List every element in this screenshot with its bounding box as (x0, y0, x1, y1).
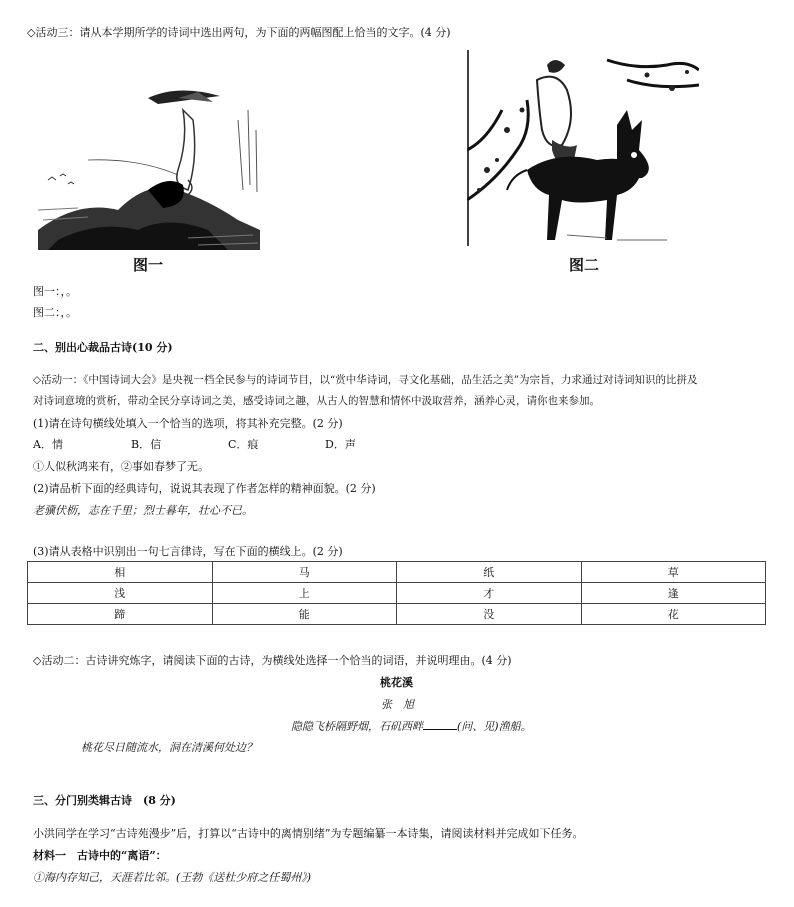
table-cell: 才 (397, 583, 582, 604)
option-c: C．痕 (228, 438, 259, 451)
poem-author: 张 旭 (381, 698, 414, 711)
table-cell: 逢 (581, 583, 766, 604)
table-cell: 蹄 (28, 604, 213, 625)
figure-two-image (467, 50, 699, 246)
figure-one-answer: 图一：，。 (33, 285, 77, 298)
poem-title: 桃花溪 (380, 676, 413, 689)
table-cell: 上 (212, 583, 397, 604)
option-b: B．信 (131, 438, 162, 451)
figure-one-image (38, 80, 260, 250)
activity1-text-line2: 对诗词意境的赏析，带动全民分享诗词之美，感受诗词之趣，从古人的智慧和情怀中汲取营养，涵养心灵，请你也来参加。 (33, 395, 600, 407)
question1-lines: ①人似秋鸿来有，②事如春梦了无。 (33, 460, 209, 473)
table-row (28, 604, 766, 625)
table-cell: 草 (581, 562, 766, 583)
table-cell: 花 (581, 604, 766, 625)
activity2-text: ◇活动二：古诗讲究炼字，请阅读下面的古诗，为横线处选择一个恰当的词语，并说明理由。(4 分) (33, 654, 512, 667)
answer-blank[interactable] (423, 719, 457, 730)
table-row (28, 562, 766, 583)
question3: (3)请从表格中识别出一句七言律诗，写在下面的横线上。(2 分) (33, 545, 343, 558)
question1: (1)请在诗句横线处填入一个恰当的选项，将其补充完整。(2 分) (33, 417, 343, 430)
material-item-1: ①海内存知己，天涯若比邻。(王勃《送杜少府之任蜀州》) (33, 871, 312, 884)
activity3-heading: ◇活动三：请从本学期所学的诗词中选出两句，为下面的两幅图配上恰当的文字。(4 分) (27, 26, 451, 39)
poem-line1-start: 隐隐飞桥隔野烟，石矶西畔 (291, 720, 423, 733)
figure-two-answer: 图二：，。 (33, 306, 77, 319)
character-table (27, 561, 766, 625)
question2: (2)请品析下面的经典诗句，说说其表现了作者怎样的精神面貌。(2 分) (33, 482, 376, 495)
question2-poem: 老骥伏枥，志在千里；烈士暮年，壮心不已。 (33, 504, 253, 517)
option-d: D．声 (325, 438, 356, 451)
option-a: A．情 (33, 438, 63, 451)
activity1-text-line1: ◇活动一：《中国诗词大会》是央视一档全民参与的诗词节目，以“赏中华诗词，寻文化基础，品生活之美”为宗旨，力求通过对诗词知识的比拼及 (33, 374, 698, 386)
table-cell: 纸 (397, 562, 582, 583)
table-cell: 浅 (28, 583, 213, 604)
poem-line1-end: (问、见)渔船。 (457, 720, 532, 733)
section3-title: 三、分门别类辑古诗 (8 分) (33, 794, 176, 807)
table-cell: 马 (212, 562, 397, 583)
section2-title: 二、别出心裁品古诗(10 分) (33, 341, 173, 354)
poem-line1 (291, 718, 532, 734)
table-cell: 能 (212, 604, 397, 625)
poem-line2: 桃花尽日随流水，洞在清溪何处边？ (81, 741, 257, 754)
table-cell: 没 (397, 604, 582, 625)
table-cell: 相 (28, 562, 213, 583)
table-row (28, 583, 766, 604)
figure-two-caption: 图二 (569, 256, 600, 274)
figure-one-caption: 图一 (133, 256, 164, 274)
section3-intro: 小洪同学在学习“古诗苑漫步”后，打算以“古诗中的离情别绪”为专题编纂一本诗集，请阅读材料并完成如下任务。 (33, 827, 584, 840)
material-label: 材料一 古诗中的“离语”： (33, 849, 167, 862)
